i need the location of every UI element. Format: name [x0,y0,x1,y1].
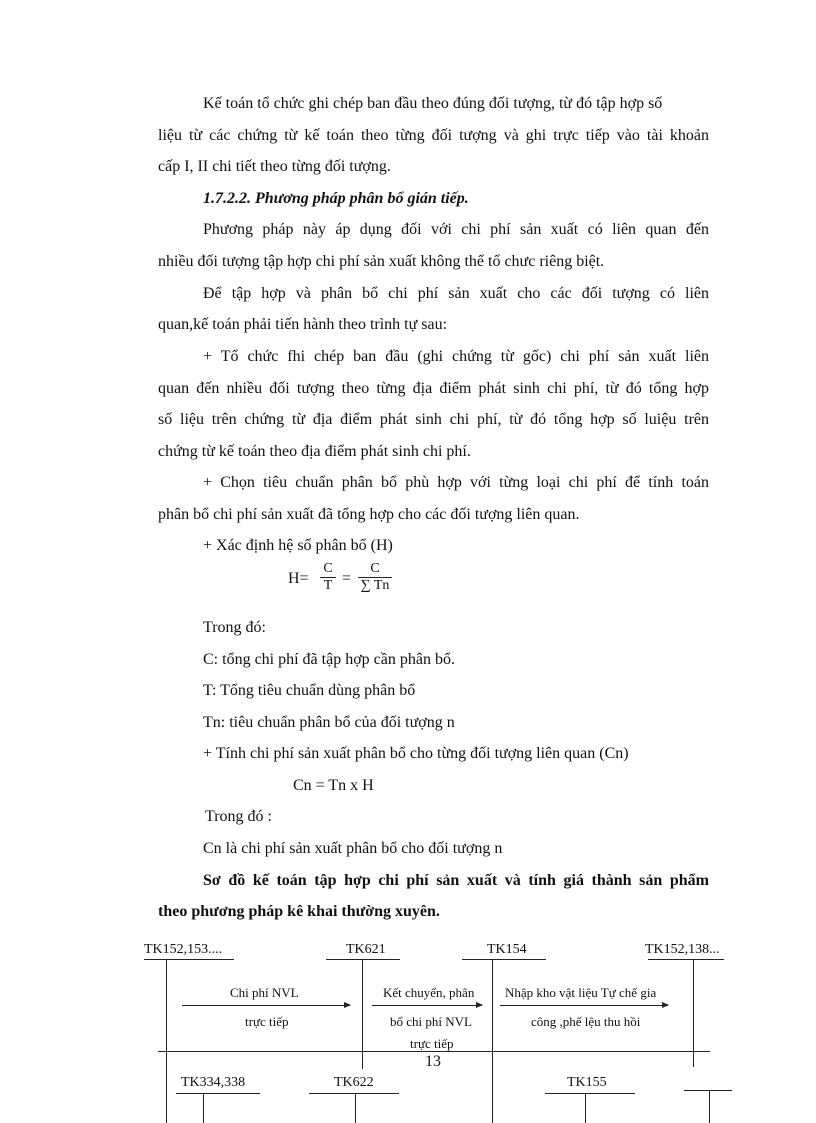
paragraph-line: + Tính chi phí sản xuất phân bổ cho từng đối tượng liên quan (Cn) [203,745,629,762]
paragraph-line: + Tổ chức fhi chép ban đầu (ghi chứng từ gốc) chi phí sản xuất liên [203,348,709,365]
t-account-stem [355,1093,356,1123]
formula-lhs: H= [288,570,309,587]
t-account-bar [462,959,546,960]
account-tk334-338: TK334,338 [181,1075,246,1090]
t-account-stem [166,959,167,1123]
paragraph-line: Trong đó : [205,808,272,825]
paragraph-line: nhiều đối tượng tập hợp chi phí sản xuất không thể tổ chưc riêng biệt. [158,253,605,270]
t-account-stem [709,1090,710,1123]
flow-label: bổ chi phí NVL [390,1014,472,1029]
page-number: 13 [425,1053,441,1070]
diagram-title: Sơ đồ kế toán tập hợp chi phí sản xuất và tính giá thành sản phẩm [203,872,709,889]
t-account-stem [362,959,363,1069]
flow-arrow [182,1005,350,1006]
t-account-bar [176,1093,260,1094]
paragraph-line: quan đến nhiều đối tượng theo từng địa điểm phát sinh chi phí, từ đó tổng hợp [158,380,709,397]
formula-cn: Cn = Tn x H [293,777,374,794]
paragraph-line: Để tập hợp và phân bổ chi phí sản xuất cho các đối tượng có liên [203,285,709,302]
account-tk621: TK621 [346,942,386,957]
paragraph-line: Trong đó: [203,619,266,636]
flow-label: Chi phí NVL [230,985,299,1000]
account-tk155: TK155 [567,1075,607,1090]
t-account-bar [144,959,234,960]
fraction-numerator: C [370,561,380,576]
paragraph-line: cấp I, II chi tiết theo từng đối tượng. [158,158,391,175]
definition-t: T: Tổng tiêu chuẩn dùng phân bổ [203,682,416,699]
flow-label: trực tiếp [245,1014,289,1029]
t-account-stem [203,1093,204,1123]
diagram-title: theo phương pháp kê khai thường xuyên. [158,903,440,920]
account-tk622: TK622 [334,1075,374,1090]
fraction-denominator: ∑ Tn [360,578,390,593]
fraction-c-over-sum-tn [358,561,392,594]
paragraph-line: chứng từ kế toán theo địa điểm phát sinh chi phí. [158,443,471,460]
paragraph-line: Kế toán tổ chức ghi chép ban đầu theo đúng đối tượng, từ đó tập hợp số [203,95,663,112]
t-account-bar [648,959,724,960]
flow-label: trực tiếp [410,1036,454,1051]
flow-arrow [500,1005,668,1006]
paragraph-line: Phương pháp này áp dụng đối với chi phí sản xuất có liên quan đến [203,221,709,238]
paragraph-line: quan,kế toán phải tiến hành theo trình tự sau: [158,316,448,333]
section-heading: 1.7.2.2. Phương pháp phân bổ gián tiếp. [203,190,469,207]
account-tk152-153: TK152,153.... [144,942,223,957]
t-account-stem [492,959,493,1123]
flow-label: Nhập kho vật liệu Tự chế gia [505,985,657,1000]
fraction-numerator: C [323,561,333,576]
flow-arrow [372,1005,482,1006]
t-account-bar [326,959,400,960]
definition-c: C: tổng chi phí đã tập hợp cần phân bổ. [203,651,455,668]
flow-label: công ,phế lệu thu hồi [531,1014,641,1029]
paragraph-line: liệu từ các chứng từ kế toán theo từng đối tượng và ghi trực tiếp vào tài khoản [158,127,709,144]
paragraph-line: + Xác định hệ số phân bổ (H) [203,537,393,554]
account-tk152-138: TK152,138... [645,942,720,957]
account-tk154: TK154 [487,942,527,957]
fraction-denominator: T [323,578,333,593]
paragraph-line: số liệu trên chứng từ địa điểm phát sinh chi phí, từ đó tổng hợp số luiệu trên [158,411,709,428]
definition-cn: Cn là chi phí sản xuất phân bổ cho đối tượng n [203,840,503,857]
flow-label: Kết chuyển, phân [383,985,475,1000]
paragraph-line: phân bổ chi phí sản xuất đã tổng hợp cho các đối tượng liên quan. [158,506,580,523]
t-account-bar [684,1090,732,1091]
paragraph-line: + Chọn tiêu chuẩn phân bổ phù hợp với từng loại chi phí để tính toán [203,474,709,491]
t-account-bar [309,1093,399,1094]
definition-tn: Tn: tiêu chuẩn phân bổ của đối tượng n [203,714,455,731]
t-account-stem [585,1093,586,1123]
formula-equals: = [342,570,352,587]
t-account-bar [545,1093,635,1094]
fraction-c-over-t [320,561,336,594]
